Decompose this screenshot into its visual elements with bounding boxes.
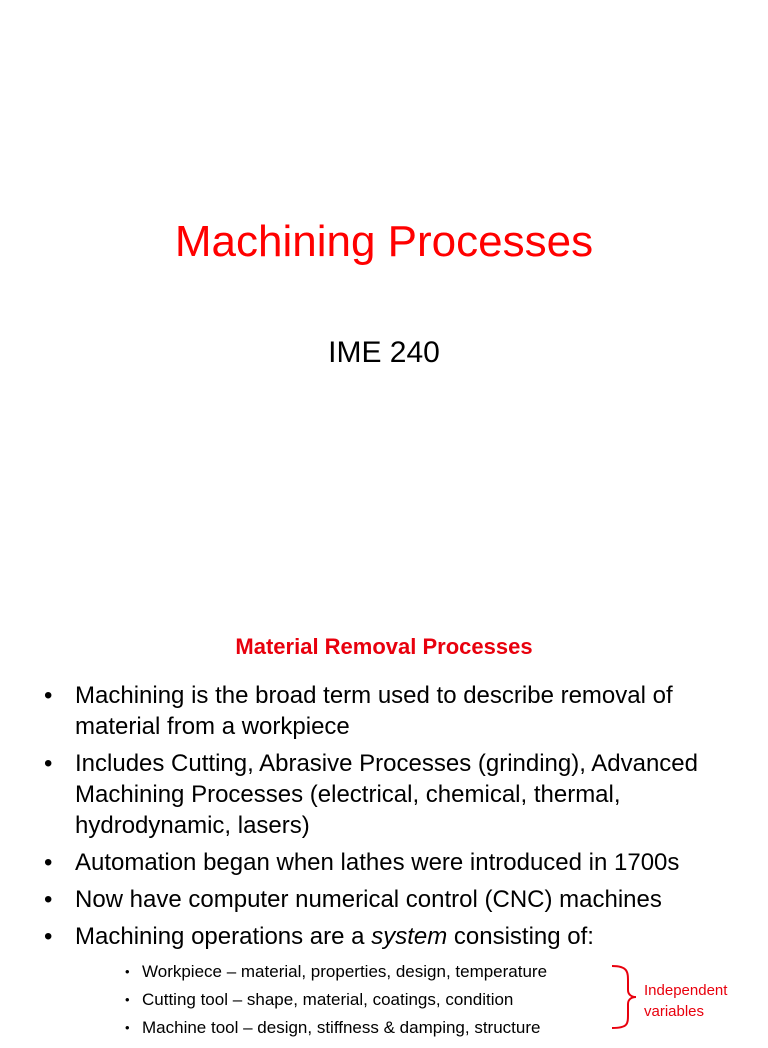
content-slide — [0, 576, 768, 1037]
sub-bullet-icon: • — [125, 1020, 130, 1035]
bullet-icon: • — [44, 682, 53, 709]
independent-variables-note: Independent variables — [644, 982, 728, 1020]
bullet-item — [40, 847, 740, 878]
bullet-item — [40, 680, 740, 742]
bullet-emphasis: system — [371, 923, 448, 950]
sub-bullet-text: Machine tool – design, stiffness & damping, structure — [142, 1018, 541, 1037]
bullet-icon: • — [44, 886, 53, 913]
bullet-text: Now have computer numerical control (CNC) machines — [75, 886, 662, 913]
sub-bullet-text: Workpiece – material, properties, design, temperature — [142, 962, 548, 981]
bullet-text: Automation began when lathes were introduced in 1700s — [75, 849, 680, 876]
sub-bullet-text: Cutting tool – shape, material, coatings, condition — [142, 990, 514, 1009]
bullet-text-before: Machining operations are a — [75, 923, 372, 950]
content-heading: Material Removal Processes — [235, 634, 533, 659]
bullet-text: Machining is the broad term used to describe removal of material from a workpiece — [75, 682, 673, 740]
bullet-text-after: consisting of: — [447, 923, 594, 950]
sub-bullet-icon: • — [125, 964, 130, 979]
course-code: IME 240 — [328, 336, 440, 369]
bullet-item — [40, 884, 740, 915]
bullet-icon: • — [44, 923, 53, 950]
bullet-item — [40, 748, 740, 841]
curly-brace-icon — [606, 962, 642, 1032]
bullet-icon: • — [44, 849, 53, 876]
bullet-text: Includes Cutting, Abrasive Processes (grinding), Advanced Machining Processes (electrical, chemical, thermal, hydrodynamic, lasers) — [75, 750, 699, 839]
slide-title: Machining Processes — [174, 217, 594, 266]
sub-bullet-icon: • — [125, 992, 130, 1007]
bullet-icon: • — [44, 750, 53, 777]
